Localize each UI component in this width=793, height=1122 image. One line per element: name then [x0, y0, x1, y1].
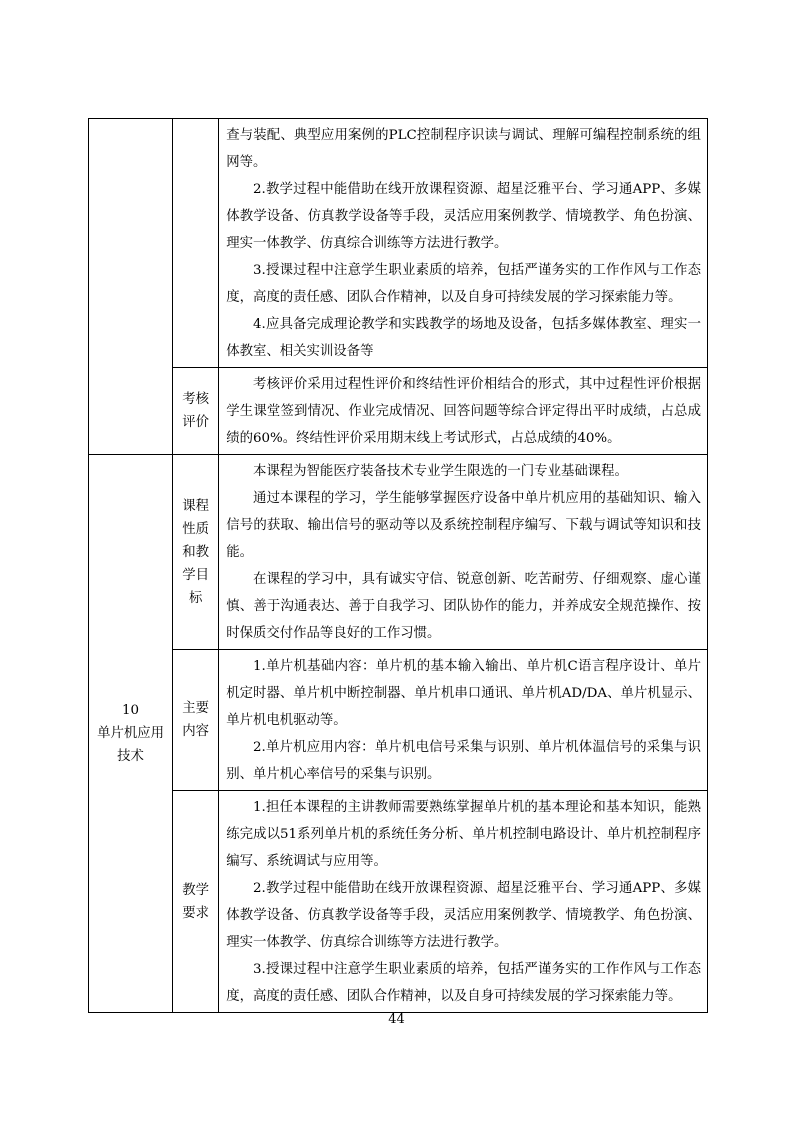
curriculum-table	[88, 118, 708, 1013]
paragraph: 3.授课过程中注意学生职业素质的培养，包括严谨务实的工作作风与工作态度，高度的责任感、团队合作精神，以及自身可持续发展的学习探索能力等。	[226, 962, 701, 1004]
paragraph: 1.担任本课程的主讲教师需要熟练掌握单片机的基本理论和基本知识，能熟练完成以51系列单片机的系统任务分析、单片机控制电路设计、单片机控制程序编写、系统调试与应用等。	[226, 800, 701, 869]
section-label-cont	[173, 119, 219, 368]
paragraph: 本课程为智能医疗装备技术专业学生限选的一门专业基础课程。	[252, 464, 628, 479]
paragraph: 2.教学过程中能借助在线开放课程资源、超星泛雅平台、学习通APP、多媒体教学设备、仿真教学设备等手段，灵活应用案例教学、情境教学、角色扮演、理实一体教学、仿真综合训练等方法进行教学。	[226, 881, 701, 950]
page-number: 44	[388, 1012, 405, 1027]
table-row-main-content	[89, 650, 708, 791]
table-row-teaching-requirements	[89, 791, 708, 1013]
paragraph: 通过本课程的学习，学生能够掌握医疗设备中单片机应用的基础知识、输入信号的获取、输出信号的驱动等以及系统控制程序编写、下载与调试等知识和技能。	[226, 491, 701, 560]
section-label-assessment: 考核评价	[173, 368, 219, 455]
section-content-content	[219, 650, 708, 791]
table-row-assessment	[89, 368, 708, 455]
paragraph: 2.教学过程中能借助在线开放课程资源、超星泛雅平台、学习通APP、多媒体教学设备、仿真教学设备等手段，灵活应用案例教学、情境教学、角色扮演、理实一体教学、仿真综合训练等方法进行教学。	[226, 182, 701, 251]
section-content-goals	[219, 455, 708, 650]
course-cell-10	[89, 455, 173, 1013]
paragraph: 1.单片机基础内容：单片机的基本输入输出、单片机C语言程序设计、单片机定时器、单片机中断控制器、单片机串口通讯、单片机AD/DA、单片机显示、单片机电机驱动等。	[226, 659, 701, 728]
course-name: 单片机应用技术	[97, 726, 165, 764]
table-row-teaching-requirements-cont	[89, 119, 708, 368]
section-content-requirements	[219, 791, 708, 1013]
course-cell-previous	[89, 119, 173, 455]
paragraph: 4.应具备完成理论教学和实践教学的场地及设备，包括多媒体教室、理实一体教室、相关实训设备等	[226, 317, 701, 359]
paragraph: 2.单片机应用内容：单片机电信号采集与识别、单片机体温信号的采集与识别、单片机心率信号的采集与识别。	[226, 740, 701, 782]
section-content-cont	[219, 119, 708, 368]
section-content-assessment	[219, 368, 708, 455]
paragraph: 考核评价采用过程性评价和终结性评价相结合的形式，其中过程性评价根据学生课堂签到情况、作业完成情况、回答问题等综合评定得出平时成绩，占总成绩的60%。终结性评价采用期末线上考试形式，占总成绩的40%。	[226, 377, 701, 446]
paragraph: 查与装配、典型应用案例的PLC控制程序识读与调试、理解可编程控制系统的组网等。	[226, 128, 701, 170]
paragraph: 在课程的学习中，具有诚实守信、锐意创新、吃苦耐劳、仔细观察、虚心谨慎、善于沟通表达、善于自我学习、团队协作的能力，并养成安全规范操作、按时保质交付作品等良好的工作习惯。	[226, 572, 701, 641]
section-label-requirements: 教学要求	[173, 791, 219, 1013]
table-row-course-goals	[89, 455, 708, 650]
section-label-goals: 课程性质和教学目标	[173, 455, 219, 650]
paragraph: 3.授课过程中注意学生职业素质的培养，包括严谨务实的工作作风与工作态度，高度的责任感、团队合作精神，以及自身可持续发展的学习探索能力等。	[226, 263, 701, 305]
course-number: 10	[122, 703, 140, 718]
section-label-content: 主要内容	[173, 650, 219, 791]
